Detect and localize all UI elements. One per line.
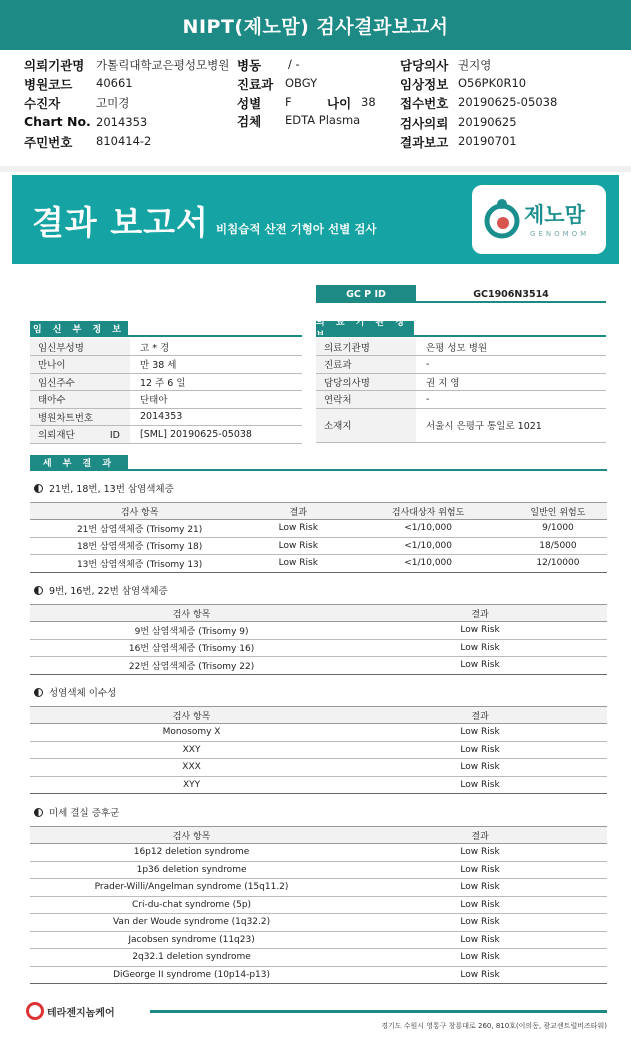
result-table-cell: 16p12 deletion syndrome (30, 844, 353, 862)
clinic-label: 임상정보 (400, 77, 449, 92)
table-row (30, 966, 607, 984)
result-table-cell: Monosomy X (30, 724, 353, 742)
result-table-cell: Van der Woude syndrome (1q32.2) (30, 914, 353, 932)
result-group-title (34, 805, 119, 819)
institution-info-row (316, 338, 606, 356)
result-table-cell: 18번 삼염색체증 (Trisomy 18) (30, 537, 249, 555)
result-table-cell: Low Risk (353, 741, 607, 759)
result-table-header-cell: 일반인 위험도 (509, 503, 607, 520)
table-row (30, 622, 607, 640)
result-table-header-cell: 검사대상자 위험도 (347, 503, 509, 520)
specimen-value: EDTA Plasma (285, 113, 361, 127)
table-row (30, 520, 607, 538)
table-row (30, 844, 607, 862)
patient-label: 수진자 (24, 96, 61, 111)
pregnant-info-row (30, 356, 302, 374)
sex-value: F (285, 95, 292, 109)
report-label: 결과보고 (400, 135, 449, 150)
hospital-label: 의뢰기관명 (24, 58, 85, 73)
report-value: 20190701 (458, 134, 517, 148)
result-table-cell: Low Risk (353, 776, 607, 794)
pregnant-info-value: 고 * 경 (130, 338, 302, 356)
table-row (30, 879, 607, 897)
hospcode-value: 40661 (96, 76, 133, 90)
table-row (30, 931, 607, 949)
testreq-value: 20190625 (458, 115, 517, 129)
pregnant-info-value: 단태아 (130, 391, 302, 409)
result-table-cell: Low Risk (353, 724, 607, 742)
footer-company-logo (26, 1002, 115, 1020)
result-table-cell: 22번 삼염색체증 (Trisomy 22) (30, 657, 353, 675)
footer-address: 경기도 수원시 영통구 창룡대로 260, 810호(이의동, 광교센트럴비즈타워) (381, 1022, 607, 1030)
gcp-id-value: GC1906N3514 (473, 288, 549, 300)
table-row (30, 914, 607, 932)
result-table-header-cell: 결과 (353, 827, 607, 844)
testreq-label: 검사의뢰 (400, 116, 449, 131)
table-row (30, 759, 607, 777)
result-table-cell: 16번 삼염색체증 (Trisomy 16) (30, 639, 353, 657)
pregnant-info-row (30, 373, 302, 391)
ssn-value: 810414-2 (96, 134, 152, 148)
footer-line (150, 1010, 607, 1013)
institution-info-value: 권 지 영 (416, 373, 606, 391)
result-table-cell: Cri-du-chat syndrome (5p) (30, 896, 353, 914)
institution-info-value: 은평 성모 병원 (416, 338, 606, 356)
result-table-cell: Low Risk (249, 537, 347, 555)
pregnant-info-key: 임신주수 (30, 373, 130, 391)
table-row (30, 724, 607, 742)
result-table (30, 706, 607, 794)
chart-label: Chart No. (24, 114, 91, 129)
table-row (30, 741, 607, 759)
result-table-header-cell: 결과 (353, 707, 607, 724)
terragen-logo-icon (26, 1002, 44, 1020)
institution-info-key: 의료기관명 (316, 338, 416, 356)
pregnant-info-key: 만나이 (30, 356, 130, 374)
logo-text: 제노맘 (524, 203, 585, 227)
pregnant-info-key: 의뢰재단 ID (30, 426, 130, 444)
detail-result-line (30, 469, 607, 471)
result-table-cell: XYY (30, 776, 353, 794)
institution-info-table (316, 338, 606, 443)
institution-info-value: - (416, 391, 606, 409)
age-value: 38 (361, 95, 376, 109)
pregnant-info-row (30, 338, 302, 356)
result-table-cell: Low Risk (353, 966, 607, 984)
institution-info-row (316, 391, 606, 409)
result-table-cell: Low Risk (353, 861, 607, 879)
institution-info-key: 연락처 (316, 391, 416, 409)
institution-info-key: 소재지 (316, 408, 416, 442)
pregnant-info-key: 병원차트번호 (30, 408, 130, 426)
result-table-cell: 21번 삼염색체증 (Trisomy 21) (30, 520, 249, 538)
institution-info-row (316, 373, 606, 391)
institution-info-header: 의 료 기 관 정 (316, 321, 414, 335)
sex-label: 성별 (237, 96, 262, 111)
receipt-label: 접수번호 (400, 96, 449, 111)
pregnant-info-key: 임신부성명 (30, 338, 130, 356)
result-table-cell: 1p36 deletion syndrome (30, 861, 353, 879)
result-group-title-text: 9번, 16번, 22번 삼염색체증 (49, 586, 168, 597)
result-table-header-row (30, 707, 607, 724)
half-circle-icon (34, 586, 43, 595)
pregnant-info-key: 태아수 (30, 391, 130, 409)
doctor-value: 권지영 (458, 58, 492, 72)
chart-value: 2014353 (96, 115, 148, 129)
result-table-header-cell: 검사 항목 (30, 707, 353, 724)
pregnant-info-value: [SML] 20190625-05038 (130, 426, 302, 444)
result-group-title-text: 미세 결실 증후군 (49, 808, 120, 819)
result-table-cell: XXY (30, 741, 353, 759)
doctor-label: 담당의사 (400, 58, 449, 73)
result-table-cell: <1/10,000 (347, 555, 509, 573)
result-table-cell: Low Risk (249, 555, 347, 573)
result-group-title (34, 583, 168, 597)
pregnant-info-row (30, 408, 302, 426)
institution-info-row (316, 408, 606, 442)
table-row (30, 555, 607, 573)
institution-info-value: - (416, 356, 606, 374)
pregnant-info-value: 만 38 세 (130, 356, 302, 374)
table-row (30, 776, 607, 794)
result-table-cell: <1/10,000 (347, 520, 509, 538)
result-table-header-cell: 검사 항목 (30, 503, 249, 520)
result-table-cell: Low Risk (353, 759, 607, 777)
detail-result-header: 세 부 결 과 (30, 455, 128, 469)
result-group-title-text: 성염색체 이수성 (49, 688, 117, 699)
result-table-cell: 18/5000 (509, 537, 607, 555)
ward-value: / - (288, 57, 300, 71)
pregnant-info-row (30, 426, 302, 444)
pregnant-info-header: 임 신 부 정 보 (30, 321, 128, 335)
table-row (30, 639, 607, 657)
report-title: NIPT(제노맘) 검사결과보고서 (0, 0, 631, 50)
result-table-cell: <1/10,000 (347, 537, 509, 555)
banner-title: 결과 보고서 (32, 203, 209, 242)
age-label: 나이 (327, 96, 352, 111)
result-table-cell: Prader-Willi/Angelman syndrome (15q11.2) (30, 879, 353, 897)
logo-subtext: GENOMOM (530, 230, 590, 238)
result-table-cell: Low Risk (353, 879, 607, 897)
result-table-header-row (30, 503, 607, 520)
result-table-cell: Low Risk (353, 657, 607, 675)
result-table-cell: Low Risk (353, 949, 607, 967)
result-table-cell: DiGeorge II syndrome (10p14-p13) (30, 966, 353, 984)
table-row (30, 949, 607, 967)
receipt-value: 20190625-05038 (458, 95, 558, 109)
gcp-id-box (316, 285, 606, 303)
table-row (30, 861, 607, 879)
footer-company-name: 테라젠지놈케어 (47, 1007, 115, 1019)
institution-info-value: 서울시 은평구 통일로 1021 (416, 408, 606, 442)
dept-value: OBGY (285, 76, 318, 90)
institution-info-line (316, 335, 606, 337)
result-table (30, 604, 607, 675)
ward-label: 병동 (237, 58, 262, 73)
institution-info-row (316, 356, 606, 374)
table-row (30, 657, 607, 675)
result-table-header-row (30, 605, 607, 622)
result-table-cell: Low Risk (353, 914, 607, 932)
institution-info-key: 담당의사명 (316, 373, 416, 391)
pregnant-info-row (30, 391, 302, 409)
ssn-label: 주민번호 (24, 135, 73, 150)
result-table-header-cell: 검사 항목 (30, 605, 353, 622)
pregnant-info-value: 2014353 (130, 408, 302, 426)
dept-label: 진료과 (237, 77, 274, 92)
table-row (30, 537, 607, 555)
result-table-cell: 9번 삼염색체증 (Trisomy 9) (30, 622, 353, 640)
gcp-id-label: GC P ID (316, 285, 416, 303)
patient-value: 고미경 (96, 96, 130, 110)
result-table-cell: Low Risk (249, 520, 347, 538)
result-table-header-cell: 검사 항목 (30, 827, 353, 844)
result-group-title (34, 685, 116, 699)
half-circle-icon (34, 808, 43, 817)
half-circle-icon (34, 688, 43, 697)
result-table-cell: 9/1000 (509, 520, 607, 538)
result-group-title (34, 481, 174, 495)
result-table-cell: Low Risk (353, 931, 607, 949)
pregnant-info-value: 12 주 6 일 (130, 373, 302, 391)
result-table-cell: Low Risk (353, 639, 607, 657)
hospital-value: 가톨릭대학교은평성모병원 (96, 58, 230, 72)
result-table (30, 502, 607, 573)
pregnant-info-table (30, 338, 302, 444)
result-group-title-text: 21번, 18번, 13번 삼염색체증 (49, 484, 174, 495)
result-table-cell: 2q32.1 deletion syndrome (30, 949, 353, 967)
result-table-header-cell: 결과 (249, 503, 347, 520)
result-table-cell: Low Risk (353, 844, 607, 862)
result-table-cell: 12/10000 (509, 555, 607, 573)
result-table (30, 826, 607, 984)
result-table-header-cell: 결과 (353, 605, 607, 622)
patient-info-block (0, 50, 631, 168)
result-table-cell: Low Risk (353, 622, 607, 640)
hospcode-label: 병원코드 (24, 77, 73, 92)
half-circle-icon (34, 484, 43, 493)
result-table-cell: 13번 삼염색체증 (Trisomy 13) (30, 555, 249, 573)
result-table-cell: Low Risk (353, 896, 607, 914)
genomom-logo (472, 185, 606, 254)
result-table-cell: XXX (30, 759, 353, 777)
result-banner (12, 175, 619, 264)
specimen-label: 검체 (237, 114, 262, 129)
institution-info-key: 진료과 (316, 356, 416, 374)
clinic-value: O56PK0R10 (458, 76, 527, 90)
result-table-cell: Jacobsen syndrome (11q23) (30, 931, 353, 949)
table-row (30, 896, 607, 914)
section-divider (0, 166, 631, 172)
banner-subtitle: 비침습적 산전 기형아 선별 검사 (216, 222, 377, 236)
genomom-logo-icon (482, 198, 522, 240)
result-table-header-row (30, 827, 607, 844)
pregnant-info-line (30, 335, 302, 337)
